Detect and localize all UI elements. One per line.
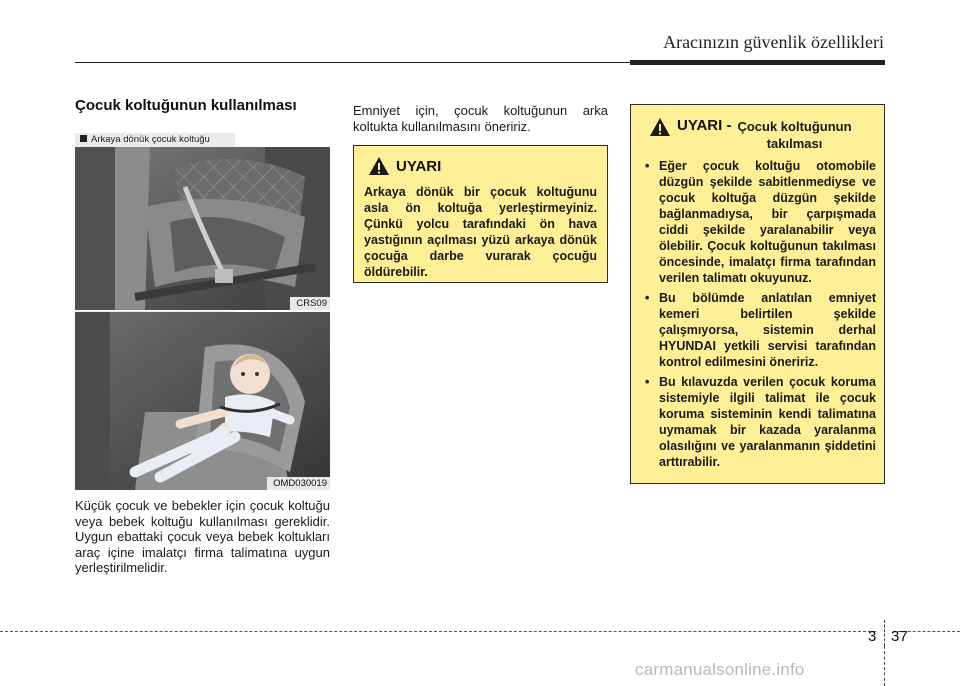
warning-title-line-1: Çocuk koltuğunun	[737, 119, 852, 134]
forward-facing-child-seat-photo	[75, 312, 330, 490]
warning-box-installation	[630, 104, 885, 484]
warning-title-line-2: takılması	[766, 136, 823, 151]
figure-code: OMD030019	[267, 477, 330, 490]
warning-tag: UYARI -	[677, 117, 732, 134]
warning-title	[737, 118, 851, 152]
warning-triangle-icon	[368, 156, 390, 176]
warning-triangle-icon	[649, 117, 671, 137]
page-number: 37	[891, 628, 908, 645]
warning-text: Arkaya dönük bir çocuk koltuğunu asla ön koltuğa yerleştirmeyiniz. Çünkü yolcu tarafındaki ön hava yastığının açılması yüzü arkaya dönük çocuğa darbe vurarak çocuğu öldürebilir.	[364, 185, 597, 279]
warning-header	[368, 156, 597, 176]
warning-box-rear-facing	[353, 145, 608, 283]
footer-stem	[884, 646, 885, 686]
page-number-separator	[884, 620, 885, 646]
warning-tag: UYARI	[396, 157, 442, 175]
square-bullet-icon	[80, 135, 87, 142]
header-rule-accent	[630, 60, 885, 65]
running-header-title: Aracınızın güvenlik özellikleri	[663, 32, 884, 52]
warning-list-item: • Eğer çocuk koltuğu otomobile düzgün şekilde sabitlenmediyse ve çocuk koltuğa düzgün şekilde bağlanmadıysa, bir çarpışmada ciddi şekilde yaralanabilir veya ölebilir. Çocuk koltuğunun takılması öncesinde, imalatçı firma tarafından verilen talimatı okuyunuz.	[639, 158, 876, 286]
chapter-number: 3	[868, 628, 877, 645]
section-title: Çocuk koltuğunun kullanılması	[75, 97, 297, 114]
rear-facing-seat-illustration	[75, 147, 330, 310]
warning-list	[639, 158, 876, 470]
warning-list-item: • Bu kılavuzda verilen çocuk koruma sistemiyle ilgili talimat ile çocuk koruma sisteminin kendi talimatına uymamak bir kazada yaralanma olasılığını ve yaralanmanın şiddetini arttırabilir.	[639, 374, 876, 470]
forward-facing-seat-illustration	[75, 312, 330, 490]
warning-header	[649, 117, 876, 152]
body-paragraph-2: Emniyet için, çocuk koltuğunun arka koltukta kullanılmasını öneririz.	[353, 103, 608, 134]
footer-rule-left	[0, 631, 876, 632]
figure-label-rear-facing	[75, 133, 235, 147]
figure-label-text: Arkaya dönük çocuk koltuğu	[91, 134, 210, 145]
figure-code: CRS09	[290, 297, 330, 310]
body-paragraph-1: Küçük çocuk ve bebekler için çocuk koltuğu veya bebek koltuğu kullanılması gereklidir. Uygun ebattaki çocuk veya bebek koltukları araç içine imalatçı firma talimatına uygun yerleştirilmelidir.	[75, 498, 330, 575]
watermark: carmanualsonline.info	[635, 660, 805, 679]
rear-facing-child-seat-photo	[75, 147, 330, 310]
warning-list-item: • Bu bölümde anlatılan emniyet kemeri belirtilen şekilde çalışmıyorsa, sistemin derhal HYUNDAI yetkili servisi tarafından kontrol edilmesini öneririz.	[639, 290, 876, 370]
